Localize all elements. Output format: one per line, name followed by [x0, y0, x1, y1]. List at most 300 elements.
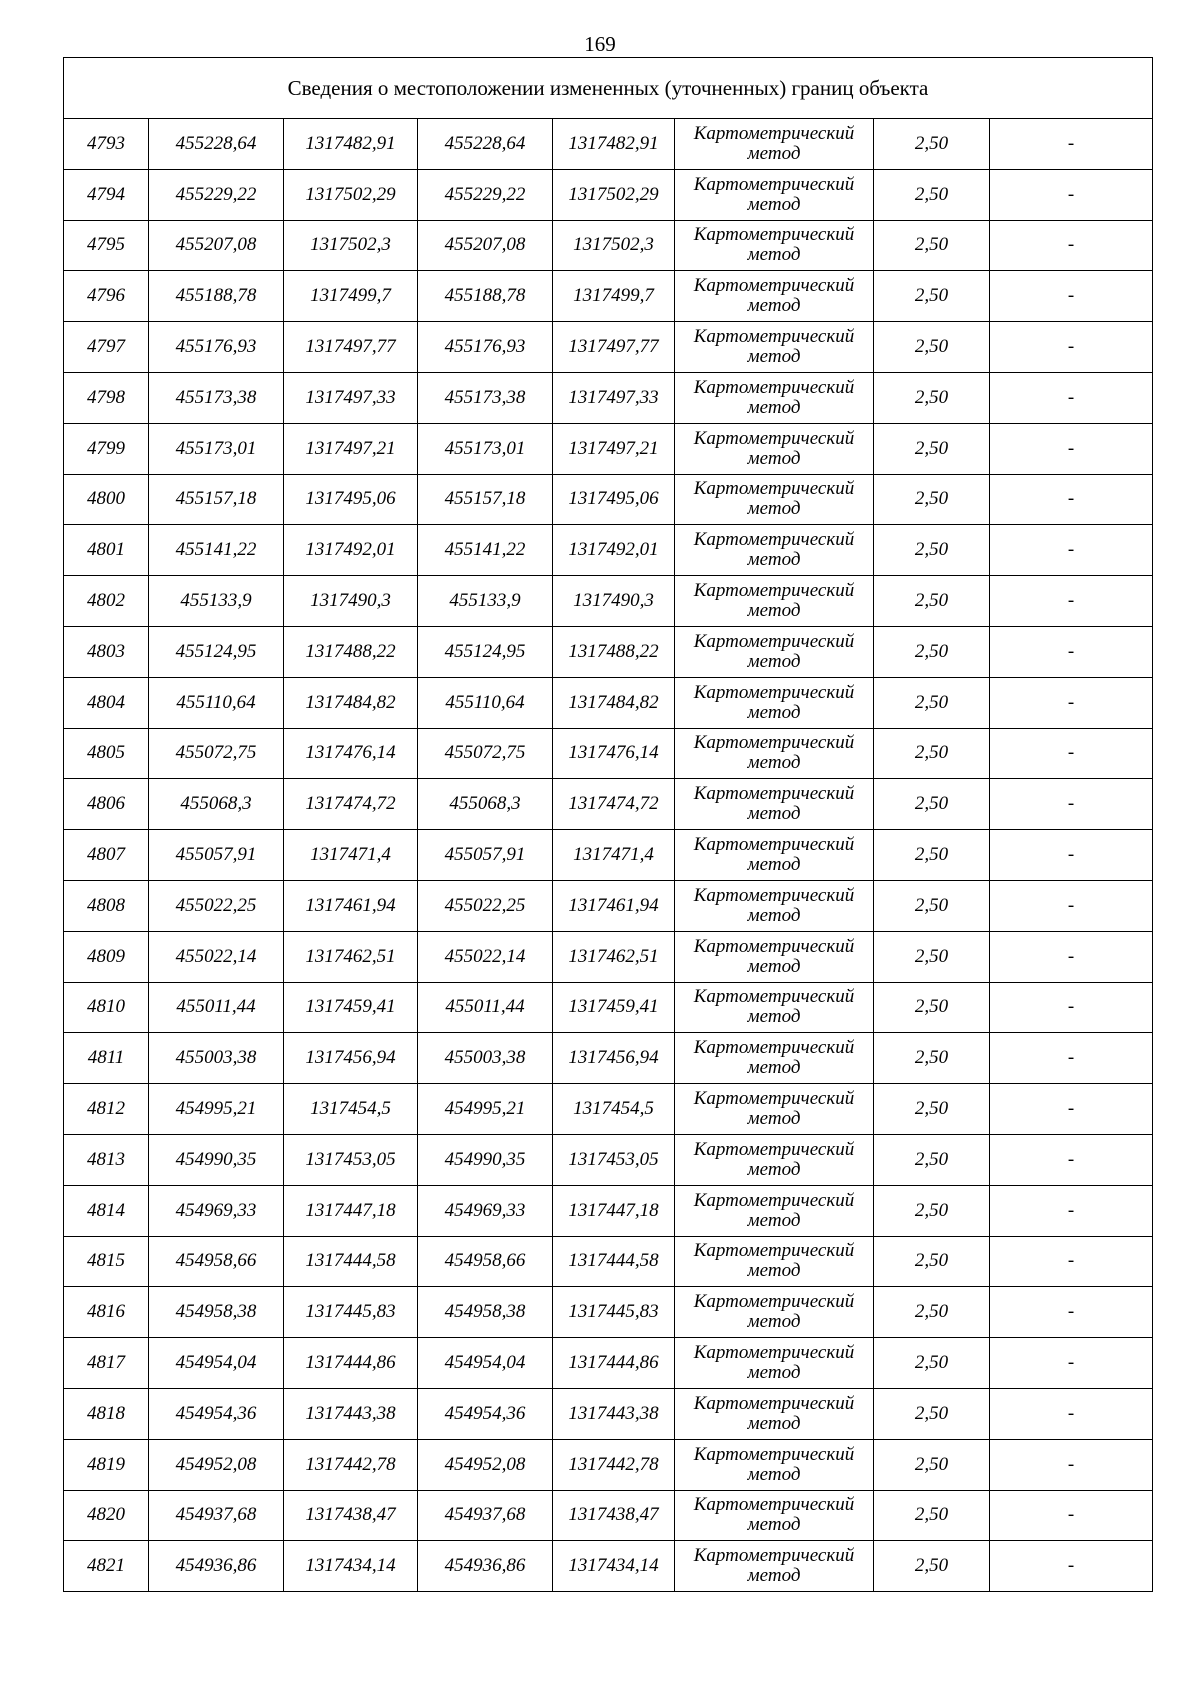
- method-text: Картометрический: [693, 1545, 855, 1567]
- accuracy-cell: 2,50: [874, 931, 990, 982]
- method-text: метод: [747, 1209, 801, 1231]
- existing-x-cell: 455124,95: [149, 626, 284, 677]
- note-cell: -: [990, 1541, 1153, 1592]
- existing-x-cell: 455176,93: [149, 322, 284, 373]
- method-text: Картометрический: [693, 1291, 855, 1313]
- refined-y-cell: 1317490,3: [553, 576, 675, 627]
- method-cell: [675, 119, 874, 170]
- note-cell: -: [990, 1439, 1153, 1490]
- existing-x-cell: 455157,18: [149, 474, 284, 525]
- method-text: метод: [747, 1158, 801, 1180]
- table-row: [64, 1134, 1153, 1185]
- refined-y-cell: 1317476,14: [553, 728, 675, 779]
- existing-x-cell: 455003,38: [149, 1033, 284, 1084]
- method-cell: [675, 1338, 874, 1389]
- method-cell: [675, 1287, 874, 1338]
- note-cell: -: [990, 1134, 1153, 1185]
- point-number-cell: 4809: [64, 931, 149, 982]
- accuracy-cell: 2,50: [874, 1490, 990, 1541]
- refined-y-cell: 1317461,94: [553, 880, 675, 931]
- method-text: Картометрический: [693, 122, 855, 144]
- table-row: [64, 880, 1153, 931]
- accuracy-cell: 2,50: [874, 779, 990, 830]
- existing-x-cell: 455022,14: [149, 931, 284, 982]
- point-number-cell: 4800: [64, 474, 149, 525]
- method-cell: [675, 322, 874, 373]
- existing-x-cell: 454990,35: [149, 1134, 284, 1185]
- method-text: Картометрический: [693, 732, 855, 754]
- existing-y-cell: 1317434,14: [284, 1541, 418, 1592]
- table-row: [64, 728, 1153, 779]
- point-number-cell: 4807: [64, 830, 149, 881]
- note-cell: -: [990, 1490, 1153, 1541]
- existing-x-cell: 454958,66: [149, 1236, 284, 1287]
- method-text: Картометрический: [693, 884, 855, 906]
- note-cell: -: [990, 1338, 1153, 1389]
- accuracy-cell: 2,50: [874, 322, 990, 373]
- existing-y-cell: 1317482,91: [284, 119, 418, 170]
- existing-y-cell: 1317461,94: [284, 880, 418, 931]
- refined-y-cell: 1317471,4: [553, 830, 675, 881]
- existing-y-cell: 1317444,58: [284, 1236, 418, 1287]
- existing-x-cell: 454937,68: [149, 1490, 284, 1541]
- accuracy-cell: 2,50: [874, 1236, 990, 1287]
- page-number: 169: [584, 32, 616, 56]
- method-text: Картометрический: [693, 630, 855, 652]
- table-title: Сведения о местоположении измененных (уточненных) границ объекта: [64, 58, 1153, 119]
- note-cell: -: [990, 119, 1153, 170]
- refined-y-cell: 1317497,77: [553, 322, 675, 373]
- method-text: метод: [747, 447, 801, 469]
- method-text: Картометрический: [693, 783, 855, 805]
- method-cell: [675, 372, 874, 423]
- existing-x-cell: 455022,25: [149, 880, 284, 931]
- existing-x-cell: 455228,64: [149, 119, 284, 170]
- point-number-cell: 4813: [64, 1134, 149, 1185]
- refined-x-cell: 454958,66: [418, 1236, 553, 1287]
- note-cell: -: [990, 1084, 1153, 1135]
- refined-y-cell: 1317492,01: [553, 525, 675, 576]
- existing-x-cell: 454954,36: [149, 1388, 284, 1439]
- note-cell: -: [990, 880, 1153, 931]
- existing-y-cell: 1317497,33: [284, 372, 418, 423]
- point-number-cell: 4794: [64, 169, 149, 220]
- refined-x-cell: 455188,78: [418, 271, 553, 322]
- refined-y-cell: 1317502,29: [553, 169, 675, 220]
- point-number-cell: 4801: [64, 525, 149, 576]
- existing-y-cell: 1317453,05: [284, 1134, 418, 1185]
- refined-x-cell: 455173,01: [418, 423, 553, 474]
- refined-x-cell: 454937,68: [418, 1490, 553, 1541]
- table-row: [64, 169, 1153, 220]
- existing-x-cell: 455229,22: [149, 169, 284, 220]
- refined-x-cell: 455003,38: [418, 1033, 553, 1084]
- table-row: [64, 982, 1153, 1033]
- table-row: [64, 1185, 1153, 1236]
- point-number-cell: 4819: [64, 1439, 149, 1490]
- refined-x-cell: 455173,38: [418, 372, 553, 423]
- refined-x-cell: 454990,35: [418, 1134, 553, 1185]
- table-row: [64, 474, 1153, 525]
- table-title-row: [64, 58, 1153, 119]
- method-cell: [675, 1439, 874, 1490]
- method-text: Картометрический: [693, 1443, 855, 1465]
- method-cell: [675, 1185, 874, 1236]
- table-row: [64, 626, 1153, 677]
- method-text: Картометрический: [693, 1037, 855, 1059]
- accuracy-cell: 2,50: [874, 220, 990, 271]
- point-number-cell: 4817: [64, 1338, 149, 1389]
- note-cell: -: [990, 525, 1153, 576]
- method-text: метод: [747, 955, 801, 977]
- point-number-cell: 4814: [64, 1185, 149, 1236]
- refined-x-cell: 455011,44: [418, 982, 553, 1033]
- existing-y-cell: 1317490,3: [284, 576, 418, 627]
- method-text: Картометрический: [693, 1392, 855, 1414]
- accuracy-cell: 2,50: [874, 1439, 990, 1490]
- method-cell: [675, 169, 874, 220]
- coordinates-table: [63, 57, 1153, 1592]
- existing-x-cell: 455207,08: [149, 220, 284, 271]
- existing-x-cell: 454995,21: [149, 1084, 284, 1135]
- point-number-cell: 4804: [64, 677, 149, 728]
- refined-y-cell: 1317456,94: [553, 1033, 675, 1084]
- accuracy-cell: 2,50: [874, 525, 990, 576]
- method-text: метод: [747, 752, 801, 774]
- note-cell: -: [990, 423, 1153, 474]
- method-cell: [675, 1388, 874, 1439]
- existing-y-cell: 1317459,41: [284, 982, 418, 1033]
- method-text: Картометрический: [693, 224, 855, 246]
- method-text: Картометрический: [693, 1494, 855, 1516]
- accuracy-cell: 2,50: [874, 626, 990, 677]
- table-row: [64, 322, 1153, 373]
- method-cell: [675, 576, 874, 627]
- refined-y-cell: 1317462,51: [553, 931, 675, 982]
- accuracy-cell: 2,50: [874, 1033, 990, 1084]
- accuracy-cell: 2,50: [874, 271, 990, 322]
- note-cell: -: [990, 779, 1153, 830]
- method-cell: [675, 779, 874, 830]
- table-row: [64, 372, 1153, 423]
- existing-y-cell: 1317454,5: [284, 1084, 418, 1135]
- method-cell: [675, 1134, 874, 1185]
- existing-y-cell: 1317492,01: [284, 525, 418, 576]
- existing-y-cell: 1317476,14: [284, 728, 418, 779]
- method-cell: [675, 626, 874, 677]
- method-cell: [675, 931, 874, 982]
- table-row: [64, 525, 1153, 576]
- table-row: [64, 779, 1153, 830]
- refined-y-cell: 1317488,22: [553, 626, 675, 677]
- method-text: метод: [747, 600, 801, 622]
- method-text: метод: [747, 244, 801, 266]
- refined-y-cell: 1317497,33: [553, 372, 675, 423]
- method-text: метод: [747, 396, 801, 418]
- point-number-cell: 4820: [64, 1490, 149, 1541]
- note-cell: -: [990, 626, 1153, 677]
- method-cell: [675, 220, 874, 271]
- point-number-cell: 4815: [64, 1236, 149, 1287]
- note-cell: -: [990, 220, 1153, 271]
- refined-y-cell: 1317497,21: [553, 423, 675, 474]
- method-cell: [675, 271, 874, 322]
- method-text: Картометрический: [693, 376, 855, 398]
- note-cell: -: [990, 728, 1153, 779]
- accuracy-cell: 2,50: [874, 677, 990, 728]
- point-number-cell: 4793: [64, 119, 149, 170]
- method-text: Картометрический: [693, 326, 855, 348]
- refined-x-cell: 455022,14: [418, 931, 553, 982]
- existing-y-cell: 1317442,78: [284, 1439, 418, 1490]
- method-cell: [675, 982, 874, 1033]
- existing-y-cell: 1317499,7: [284, 271, 418, 322]
- table-row: [64, 1541, 1153, 1592]
- method-text: Картометрический: [693, 1138, 855, 1160]
- refined-y-cell: 1317444,86: [553, 1338, 675, 1389]
- method-cell: [675, 830, 874, 881]
- method-text: метод: [747, 1463, 801, 1485]
- method-text: Картометрический: [693, 580, 855, 602]
- method-text: Картометрический: [693, 1189, 855, 1211]
- method-cell: [675, 1236, 874, 1287]
- accuracy-cell: 2,50: [874, 1134, 990, 1185]
- refined-y-cell: 1317444,58: [553, 1236, 675, 1287]
- refined-y-cell: 1317502,3: [553, 220, 675, 271]
- table-row: [64, 931, 1153, 982]
- table-row: [64, 1236, 1153, 1287]
- refined-x-cell: 454952,08: [418, 1439, 553, 1490]
- accuracy-cell: 2,50: [874, 474, 990, 525]
- refined-y-cell: 1317442,78: [553, 1439, 675, 1490]
- note-cell: -: [990, 271, 1153, 322]
- method-text: метод: [747, 1514, 801, 1536]
- accuracy-cell: 2,50: [874, 830, 990, 881]
- accuracy-cell: 2,50: [874, 1084, 990, 1135]
- refined-x-cell: 454969,33: [418, 1185, 553, 1236]
- table-row: [64, 1084, 1153, 1135]
- note-cell: -: [990, 1185, 1153, 1236]
- refined-y-cell: 1317459,41: [553, 982, 675, 1033]
- method-text: метод: [747, 346, 801, 368]
- existing-x-cell: 454958,38: [149, 1287, 284, 1338]
- table-row: [64, 423, 1153, 474]
- accuracy-cell: 2,50: [874, 1541, 990, 1592]
- existing-y-cell: 1317488,22: [284, 626, 418, 677]
- accuracy-cell: 2,50: [874, 880, 990, 931]
- refined-y-cell: 1317474,72: [553, 779, 675, 830]
- method-text: Картометрический: [693, 173, 855, 195]
- method-text: метод: [747, 1311, 801, 1333]
- refined-x-cell: 454958,38: [418, 1287, 553, 1338]
- existing-x-cell: 455173,01: [149, 423, 284, 474]
- existing-x-cell: 454936,86: [149, 1541, 284, 1592]
- existing-y-cell: 1317502,29: [284, 169, 418, 220]
- existing-y-cell: 1317443,38: [284, 1388, 418, 1439]
- method-text: метод: [747, 549, 801, 571]
- point-number-cell: 4805: [64, 728, 149, 779]
- method-cell: [675, 1033, 874, 1084]
- method-cell: [675, 474, 874, 525]
- note-cell: -: [990, 1287, 1153, 1338]
- note-cell: -: [990, 169, 1153, 220]
- method-text: метод: [747, 142, 801, 164]
- refined-y-cell: 1317482,91: [553, 119, 675, 170]
- note-cell: -: [990, 931, 1153, 982]
- refined-y-cell: 1317499,7: [553, 271, 675, 322]
- note-cell: -: [990, 322, 1153, 373]
- refined-x-cell: 455207,08: [418, 220, 553, 271]
- point-number-cell: 4802: [64, 576, 149, 627]
- accuracy-cell: 2,50: [874, 1338, 990, 1389]
- method-text: Картометрический: [693, 1240, 855, 1262]
- refined-y-cell: 1317495,06: [553, 474, 675, 525]
- method-text: Картометрический: [693, 1342, 855, 1364]
- method-text: метод: [747, 1565, 801, 1587]
- existing-y-cell: 1317497,77: [284, 322, 418, 373]
- accuracy-cell: 2,50: [874, 1287, 990, 1338]
- existing-y-cell: 1317456,94: [284, 1033, 418, 1084]
- method-cell: [675, 1490, 874, 1541]
- existing-x-cell: 454954,04: [149, 1338, 284, 1389]
- table-row: [64, 830, 1153, 881]
- method-text: Картометрический: [693, 935, 855, 957]
- refined-x-cell: 455229,22: [418, 169, 553, 220]
- method-cell: [675, 525, 874, 576]
- refined-x-cell: 454995,21: [418, 1084, 553, 1135]
- point-number-cell: 4798: [64, 372, 149, 423]
- method-text: Картометрический: [693, 529, 855, 551]
- table-row: [64, 677, 1153, 728]
- method-cell: [675, 728, 874, 779]
- refined-x-cell: 455124,95: [418, 626, 553, 677]
- point-number-cell: 4811: [64, 1033, 149, 1084]
- refined-x-cell: 454954,36: [418, 1388, 553, 1439]
- refined-y-cell: 1317484,82: [553, 677, 675, 728]
- point-number-cell: 4803: [64, 626, 149, 677]
- existing-y-cell: 1317462,51: [284, 931, 418, 982]
- refined-x-cell: 455057,91: [418, 830, 553, 881]
- existing-y-cell: 1317502,3: [284, 220, 418, 271]
- point-number-cell: 4821: [64, 1541, 149, 1592]
- method-text: Картометрический: [693, 275, 855, 297]
- table-row: [64, 1287, 1153, 1338]
- method-text: Картометрический: [693, 834, 855, 856]
- method-cell: [675, 880, 874, 931]
- method-text: метод: [747, 1057, 801, 1079]
- accuracy-cell: 2,50: [874, 423, 990, 474]
- existing-x-cell: 455141,22: [149, 525, 284, 576]
- refined-x-cell: 455141,22: [418, 525, 553, 576]
- table-row: [64, 1338, 1153, 1389]
- method-cell: [675, 1084, 874, 1135]
- refined-y-cell: 1317447,18: [553, 1185, 675, 1236]
- existing-x-cell: 455068,3: [149, 779, 284, 830]
- table-row: [64, 1439, 1153, 1490]
- existing-y-cell: 1317447,18: [284, 1185, 418, 1236]
- existing-y-cell: 1317495,06: [284, 474, 418, 525]
- existing-x-cell: 455173,38: [149, 372, 284, 423]
- point-number-cell: 4799: [64, 423, 149, 474]
- existing-x-cell: 454952,08: [149, 1439, 284, 1490]
- method-text: метод: [747, 701, 801, 723]
- method-cell: [675, 1541, 874, 1592]
- existing-x-cell: 455110,64: [149, 677, 284, 728]
- method-text: метод: [747, 904, 801, 926]
- existing-x-cell: 455188,78: [149, 271, 284, 322]
- refined-x-cell: 454954,04: [418, 1338, 553, 1389]
- existing-x-cell: 455011,44: [149, 982, 284, 1033]
- point-number-cell: 4810: [64, 982, 149, 1033]
- table-row: [64, 1033, 1153, 1084]
- point-number-cell: 4795: [64, 220, 149, 271]
- table-row: [64, 1490, 1153, 1541]
- note-cell: -: [990, 982, 1153, 1033]
- note-cell: -: [990, 474, 1153, 525]
- method-text: Картометрический: [693, 1088, 855, 1110]
- method-text: метод: [747, 295, 801, 317]
- existing-y-cell: 1317471,4: [284, 830, 418, 881]
- point-number-cell: 4816: [64, 1287, 149, 1338]
- refined-y-cell: 1317453,05: [553, 1134, 675, 1185]
- table-row: [64, 119, 1153, 170]
- existing-y-cell: 1317444,86: [284, 1338, 418, 1389]
- method-text: метод: [747, 1260, 801, 1282]
- point-number-cell: 4806: [64, 779, 149, 830]
- method-text: метод: [747, 1362, 801, 1384]
- refined-y-cell: 1317434,14: [553, 1541, 675, 1592]
- table-row: [64, 1388, 1153, 1439]
- existing-x-cell: 455057,91: [149, 830, 284, 881]
- method-cell: [675, 423, 874, 474]
- note-cell: -: [990, 1388, 1153, 1439]
- point-number-cell: 4812: [64, 1084, 149, 1135]
- refined-x-cell: 455022,25: [418, 880, 553, 931]
- method-text: метод: [747, 193, 801, 215]
- accuracy-cell: 2,50: [874, 1388, 990, 1439]
- method-text: метод: [747, 854, 801, 876]
- accuracy-cell: 2,50: [874, 169, 990, 220]
- refined-y-cell: 1317438,47: [553, 1490, 675, 1541]
- method-text: метод: [747, 1006, 801, 1028]
- table-row: [64, 576, 1153, 627]
- method-text: метод: [747, 1412, 801, 1434]
- note-cell: -: [990, 1236, 1153, 1287]
- accuracy-cell: 2,50: [874, 1185, 990, 1236]
- method-text: Картометрический: [693, 478, 855, 500]
- table-row: [64, 271, 1153, 322]
- accuracy-cell: 2,50: [874, 576, 990, 627]
- table-row: [64, 220, 1153, 271]
- method-cell: [675, 677, 874, 728]
- existing-x-cell: 455072,75: [149, 728, 284, 779]
- method-text: Картометрический: [693, 427, 855, 449]
- method-text: Картометрический: [693, 986, 855, 1008]
- method-text: Картометрический: [693, 681, 855, 703]
- existing-y-cell: 1317438,47: [284, 1490, 418, 1541]
- existing-x-cell: 455133,9: [149, 576, 284, 627]
- existing-x-cell: 454969,33: [149, 1185, 284, 1236]
- refined-x-cell: 455110,64: [418, 677, 553, 728]
- existing-y-cell: 1317484,82: [284, 677, 418, 728]
- refined-x-cell: 455068,3: [418, 779, 553, 830]
- method-text: метод: [747, 1108, 801, 1130]
- refined-x-cell: 454936,86: [418, 1541, 553, 1592]
- existing-y-cell: 1317474,72: [284, 779, 418, 830]
- note-cell: -: [990, 372, 1153, 423]
- method-text: метод: [747, 803, 801, 825]
- refined-y-cell: 1317445,83: [553, 1287, 675, 1338]
